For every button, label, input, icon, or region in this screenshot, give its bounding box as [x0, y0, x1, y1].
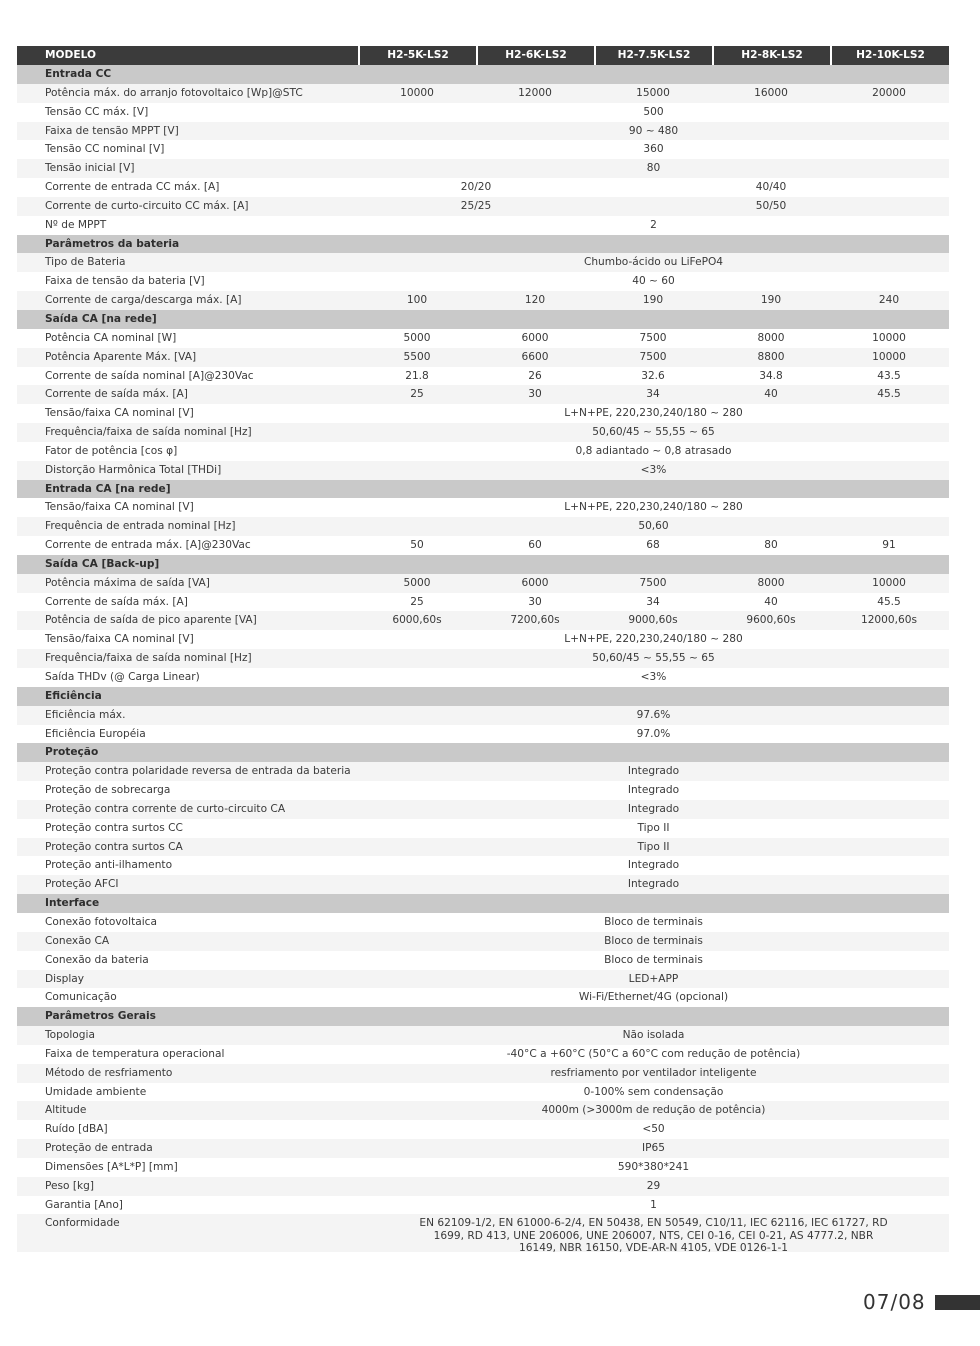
- table-row: [17, 498, 949, 517]
- row-label: Corrente de curto-circuito CC máx. [A]: [45, 199, 249, 212]
- table-row: [17, 348, 949, 367]
- header-model: H2-8K-LS2: [712, 46, 830, 65]
- table-row: [17, 781, 949, 800]
- row-value: 80: [764, 539, 778, 552]
- row-values: [358, 404, 949, 423]
- row-values: [358, 122, 949, 141]
- row-label: Proteção de entrada: [45, 1142, 153, 1155]
- row-label: Corrente de entrada máx. [A]@230Vac: [45, 539, 251, 552]
- row-value: 100: [406, 294, 428, 307]
- section-title: Parâmetros da bateria: [45, 237, 180, 250]
- table-row: [17, 329, 949, 348]
- row-value: 50,60: [638, 520, 669, 533]
- row-value: 25: [410, 388, 424, 401]
- table-row: [17, 1177, 949, 1196]
- row-values: [358, 1101, 949, 1120]
- section-title: Parâmetros Gerais: [45, 1010, 156, 1023]
- row-label: Frequência/faixa de saída nominal [Hz]: [45, 426, 252, 439]
- table-row: [17, 819, 949, 838]
- header-models: [358, 46, 949, 65]
- row-value: 0,8 adiantado ~ 0,8 atrasado: [575, 444, 732, 457]
- row-value: 34.8: [759, 369, 783, 382]
- row-value: 20/20: [460, 181, 492, 194]
- table-row: [17, 706, 949, 725]
- row-values: [358, 367, 949, 386]
- row-value: 590*380*241: [617, 1160, 690, 1173]
- spec-table: [17, 46, 949, 1255]
- table-row: [17, 197, 949, 216]
- row-value: 68: [646, 539, 660, 552]
- row-label: Potência de saída de pico aparente [VA]: [45, 614, 257, 627]
- row-label: Faixa de tensão da bateria [V]: [45, 275, 205, 288]
- row-value: 97.6%: [636, 708, 671, 721]
- row-values: [358, 1196, 949, 1215]
- table-row: [17, 1214, 949, 1255]
- row-values: [358, 781, 949, 800]
- row-values: [358, 385, 949, 404]
- row-value: 30: [528, 595, 542, 608]
- table-row: [17, 103, 949, 122]
- row-label: Proteção contra surtos CA: [45, 840, 183, 853]
- row-value: 190: [760, 294, 782, 307]
- section-fill: [358, 65, 949, 84]
- row-value: 16000: [754, 86, 788, 99]
- row-value: 360: [643, 143, 664, 156]
- row-label: Corrente de saída máx. [A]: [45, 388, 188, 401]
- row-values: [358, 630, 949, 649]
- row-values: [358, 140, 949, 159]
- row-value: Chumbo-ácido ou LiFePO4: [583, 256, 724, 269]
- table-row: [17, 800, 949, 819]
- row-label: Topologia: [45, 1029, 95, 1042]
- row-label: Proteção contra corrente de curto-circuito CA: [45, 802, 286, 815]
- section-fill: [358, 894, 949, 913]
- row-value: 7500: [639, 576, 667, 589]
- row-value: 4000m (>3000m de redução de potência): [541, 1104, 766, 1117]
- row-value: 50: [410, 539, 424, 552]
- row-value: 190: [642, 294, 664, 307]
- row-value: 40/40: [755, 181, 787, 194]
- table-row: [17, 84, 949, 103]
- row-label: Potência máx. do arranjo fotovoltaico [Wp]@STC: [45, 86, 303, 99]
- row-value: <50: [642, 1123, 665, 1136]
- row-label: Corrente de carga/descarga máx. [A]: [45, 294, 242, 307]
- row-value: resfriamento por ventilador inteligente: [550, 1066, 757, 1079]
- row-label: Umidade ambiente: [45, 1085, 147, 1098]
- row-values: [358, 329, 949, 348]
- section-title: Entrada CC: [45, 68, 112, 80]
- row-value: 40: [764, 388, 778, 401]
- table-row: [17, 574, 949, 593]
- section-title: Eficiência: [45, 689, 102, 702]
- row-value: 45.5: [877, 388, 901, 401]
- row-values: [358, 649, 949, 668]
- row-label: Proteção de sobrecarga: [45, 784, 171, 797]
- row-value: <3%: [640, 671, 667, 683]
- row-value: 30: [528, 388, 542, 401]
- row-label: Nº de MPPT: [45, 218, 107, 231]
- row-value: 60: [528, 539, 542, 552]
- row-value: Integrado: [627, 765, 680, 778]
- row-value: Bloco de terminais: [604, 934, 703, 947]
- row-label: Conformidade: [45, 1217, 120, 1230]
- row-value: 5000: [403, 576, 431, 589]
- row-value: 2: [650, 218, 657, 231]
- table-row: [17, 1083, 949, 1102]
- row-value: 8000: [757, 576, 785, 589]
- table-row: [17, 1158, 949, 1177]
- row-label: Tipo de Bateria: [45, 256, 126, 269]
- row-value: 1: [650, 1198, 657, 1211]
- row-label: Ruído [dBA]: [45, 1123, 108, 1136]
- row-label: Comunicação: [45, 991, 117, 1004]
- row-value: 9600,60s: [746, 614, 796, 627]
- row-label: Garantia [Ano]: [45, 1198, 123, 1211]
- row-label: Peso [kg]: [45, 1179, 95, 1192]
- row-label: Conexão da bateria: [45, 953, 149, 966]
- table-row: [17, 1026, 949, 1045]
- table-row: [17, 856, 949, 875]
- row-value: 90 ~ 480: [628, 124, 679, 137]
- table-row: [17, 423, 949, 442]
- row-label: Dimensões [A*L*P] [mm]: [45, 1160, 178, 1173]
- table-row: [17, 442, 949, 461]
- row-values: [358, 1083, 949, 1102]
- row-values: [358, 762, 949, 781]
- row-values: [358, 988, 949, 1007]
- section-fill: [358, 743, 949, 762]
- section-fill: [358, 480, 949, 499]
- row-values: [358, 1045, 949, 1064]
- table-row: [17, 140, 949, 159]
- row-value: 120: [524, 294, 546, 307]
- header-model: H2-10K-LS2: [830, 46, 949, 65]
- row-label: Frequência/faixa de saída nominal [Hz]: [45, 652, 252, 665]
- section-title: Interface: [45, 897, 100, 910]
- row-values: [358, 536, 949, 555]
- row-label: Faixa de temperatura operacional: [45, 1047, 225, 1060]
- row-values: [358, 932, 949, 951]
- row-values: [358, 178, 949, 197]
- table-row: [17, 875, 949, 894]
- row-value: 34: [646, 595, 660, 608]
- row-values: [358, 216, 949, 235]
- row-label: Proteção AFCI: [45, 878, 119, 891]
- row-value: 97.0%: [636, 727, 671, 740]
- row-value: Integrado: [627, 784, 680, 797]
- row-value: 5000: [403, 331, 431, 344]
- row-label: Proteção contra surtos CC: [45, 821, 183, 834]
- row-value: Bloco de terminais: [604, 915, 703, 928]
- row-value: 7500: [639, 331, 667, 344]
- row-label: Frequência de entrada nominal [Hz]: [45, 520, 236, 533]
- row-values: [358, 272, 949, 291]
- table-row: [17, 838, 949, 857]
- section-header: [17, 235, 949, 254]
- row-label: Corrente de entrada CC máx. [A]: [45, 181, 220, 194]
- table-row: [17, 630, 949, 649]
- row-value: 40 ~ 60: [632, 275, 675, 288]
- row-label: Potência CA nominal [W]: [45, 331, 177, 344]
- table-row: [17, 1101, 949, 1120]
- row-values: [358, 951, 949, 970]
- table-row: [17, 1045, 949, 1064]
- row-value: -40°C a +60°C (50°C a 60°C com redução de potência): [506, 1047, 801, 1060]
- row-value: Tipo II: [637, 821, 670, 834]
- row-value: 50/50: [755, 199, 787, 212]
- table-row: [17, 1120, 949, 1139]
- row-value: 43.5: [877, 369, 901, 382]
- row-value: 26: [528, 369, 542, 382]
- row-value: Não isolada: [622, 1029, 685, 1042]
- row-values: [358, 875, 949, 894]
- row-values: [358, 159, 949, 178]
- row-values: [358, 1158, 949, 1177]
- footer-bar: [935, 1295, 980, 1310]
- table-row: [17, 951, 949, 970]
- row-values: [358, 103, 949, 122]
- page-number: 07/08: [863, 1290, 926, 1314]
- row-value: 10000: [400, 86, 434, 99]
- row-value: 10000: [872, 331, 906, 344]
- row-label: Tensão CC máx. [V]: [45, 105, 149, 118]
- row-values: [358, 1177, 949, 1196]
- row-value: L+N+PE, 220,230,240/180 ~ 280: [564, 501, 743, 514]
- row-values: [358, 442, 949, 461]
- row-value: 12000: [518, 86, 552, 99]
- row-value: 21.8: [405, 369, 429, 382]
- row-label: Proteção contra polaridade reversa de entrada da bateria: [45, 765, 351, 778]
- row-values: [358, 84, 949, 103]
- row-label: Tensão CC nominal [V]: [45, 143, 165, 156]
- section-title: Saída CA [Back-up]: [45, 557, 160, 570]
- table-row: [17, 159, 949, 178]
- table-row: [17, 461, 949, 480]
- row-label: Eficiência máx.: [45, 708, 126, 721]
- row-label: Conexão CA: [45, 934, 110, 947]
- row-label: Saída THDv (@ Carga Linear): [45, 671, 200, 683]
- table-row: [17, 253, 949, 272]
- row-label: Fator de potência [cos φ]: [45, 444, 178, 457]
- row-values: [358, 706, 949, 725]
- row-value: 29: [646, 1179, 661, 1192]
- row-value: 40: [764, 595, 778, 608]
- row-value: 500: [643, 105, 664, 118]
- table-row: [17, 970, 949, 989]
- section-title: Saída CA [na rede]: [45, 312, 157, 325]
- table-row: [17, 725, 949, 744]
- row-value: 80: [646, 162, 661, 175]
- row-label: Corrente de saída máx. [A]: [45, 595, 188, 608]
- row-value: Integrado: [627, 802, 680, 815]
- header-model: H2-7.5K-LS2: [594, 46, 712, 65]
- section-title: Entrada CA [na rede]: [45, 482, 171, 495]
- table-row: [17, 593, 949, 612]
- row-label: Tensão/faixa CA nominal [V]: [45, 501, 194, 514]
- row-values: [358, 348, 949, 367]
- section-header: [17, 687, 949, 706]
- row-label: Método de resfriamento: [45, 1066, 173, 1079]
- row-value: 50,60/45 ~ 55,55 ~ 65: [592, 426, 715, 439]
- row-values: [358, 856, 949, 875]
- table-row: [17, 122, 949, 141]
- row-value: LED+APP: [628, 972, 679, 985]
- row-value: 15000: [636, 86, 670, 99]
- row-values: [358, 838, 949, 857]
- row-label: Eficiência Européia: [45, 727, 146, 740]
- table-row: [17, 1196, 949, 1215]
- header-model: H2-6K-LS2: [476, 46, 594, 65]
- table-row: [17, 1064, 949, 1083]
- section-header: [17, 555, 949, 574]
- row-value: 0-100% sem condensação: [583, 1085, 724, 1098]
- row-label: Potência máxima de saída [VA]: [45, 576, 210, 589]
- table-row: [17, 988, 949, 1007]
- section-fill: [358, 235, 949, 254]
- section-fill: [358, 1007, 949, 1026]
- row-value: 6000: [521, 576, 549, 589]
- row-value: 25: [410, 595, 424, 608]
- row-values: [358, 1064, 949, 1083]
- section-header: [17, 65, 949, 84]
- row-value: 50,60/45 ~ 55,55 ~ 65: [592, 652, 715, 665]
- row-value: 8000: [757, 331, 785, 344]
- row-values: [358, 423, 949, 442]
- row-values: [358, 574, 949, 593]
- row-value: <3%: [640, 463, 667, 476]
- row-values: [358, 970, 949, 989]
- row-value: 7500: [639, 350, 667, 363]
- row-values: [358, 593, 949, 612]
- section-header: [17, 1007, 949, 1026]
- row-value: 10000: [872, 576, 906, 589]
- header-label: MODELO: [45, 49, 96, 61]
- row-values: [358, 1026, 949, 1045]
- row-values: [358, 253, 949, 272]
- row-value: 8800: [757, 350, 785, 363]
- section-fill: [358, 687, 949, 706]
- row-value: 240: [878, 294, 900, 307]
- row-label: Conexão fotovoltaica: [45, 915, 157, 928]
- section-fill: [358, 310, 949, 329]
- row-values: [358, 819, 949, 838]
- row-values: [358, 1214, 949, 1255]
- row-values: [358, 461, 949, 480]
- row-value: 20000: [872, 86, 906, 99]
- table-row: [17, 932, 949, 951]
- section-title: Proteção: [45, 746, 99, 759]
- section-header: [17, 480, 949, 499]
- row-label: Potência Aparente Máx. [VA]: [45, 350, 197, 363]
- row-values: [358, 1139, 949, 1158]
- row-value: L+N+PE, 220,230,240/180 ~ 280: [564, 407, 743, 420]
- row-label: Faixa de tensão MPPT [V]: [45, 124, 179, 137]
- table-row: [17, 385, 949, 404]
- row-value: Integrado: [627, 859, 680, 872]
- section-header: [17, 743, 949, 762]
- table-row: [17, 216, 949, 235]
- row-label: Tensão/faixa CA nominal [V]: [45, 407, 194, 420]
- section-fill: [358, 555, 949, 574]
- row-value: EN 62109-1/2, EN 61000-6-2/4, EN 50438, EN 50549, C10/11, IEC 62116, IEC 61727, RD 1699, RD 413, UNE 206006, UNE 206007, NTS, CEI 0-16, CEI 0-21, AS 4777.2, NBR 16149, NBR 16150, VDE-AR-N 4105, VDE 0126-1-1: [419, 1217, 888, 1255]
- row-value: 45.5: [877, 595, 901, 608]
- row-value: 12000,60s: [860, 614, 918, 627]
- row-value: 7200,60s: [510, 614, 560, 627]
- table-row: [17, 536, 949, 555]
- row-value: 10000: [872, 350, 906, 363]
- table-row: [17, 272, 949, 291]
- table-row: [17, 762, 949, 781]
- row-values: [358, 668, 949, 687]
- table-row: [17, 178, 949, 197]
- row-value: 6000: [521, 331, 549, 344]
- table-header: [17, 46, 949, 65]
- row-value: Tipo II: [637, 840, 670, 853]
- row-values: [358, 291, 949, 310]
- row-value: 32.6: [641, 369, 665, 382]
- row-value: 34: [646, 388, 660, 401]
- row-values: [358, 1120, 949, 1139]
- row-value: 5500: [403, 350, 431, 363]
- row-values: [358, 913, 949, 932]
- section-header: [17, 894, 949, 913]
- row-values: [358, 800, 949, 819]
- row-label: Altitude: [45, 1104, 87, 1117]
- table-row: [17, 649, 949, 668]
- row-label: Tensão/faixa CA nominal [V]: [45, 633, 194, 646]
- row-value: Integrado: [627, 878, 680, 891]
- row-value: L+N+PE, 220,230,240/180 ~ 280: [564, 633, 743, 646]
- row-value: 6600: [521, 350, 549, 363]
- table-row: [17, 668, 949, 687]
- row-values: [358, 498, 949, 517]
- row-values: [358, 611, 949, 630]
- row-values: [358, 197, 949, 216]
- row-value: Wi-Fi/Ethernet/4G (opcional): [578, 991, 729, 1004]
- row-value: 6000,60s: [392, 614, 442, 627]
- table-row: [17, 1139, 949, 1158]
- table-row: [17, 913, 949, 932]
- row-value: 25/25: [460, 199, 492, 212]
- row-value: 91: [882, 539, 896, 552]
- table-row: [17, 517, 949, 536]
- table-row: [17, 367, 949, 386]
- section-header: [17, 310, 949, 329]
- row-label: Distorção Harmônica Total [THDi]: [45, 463, 222, 476]
- row-values: [358, 517, 949, 536]
- row-value: Bloco de terminais: [604, 953, 703, 966]
- row-values: [358, 725, 949, 744]
- table-row: [17, 611, 949, 630]
- header-model: H2-5K-LS2: [358, 46, 476, 65]
- table-row: [17, 291, 949, 310]
- table-row: [17, 404, 949, 423]
- row-value: 9000,60s: [628, 614, 678, 627]
- row-label: Tensão inicial [V]: [45, 162, 135, 175]
- row-label: Corrente de saída nominal [A]@230Vac: [45, 369, 254, 382]
- row-label: Display: [45, 972, 85, 985]
- row-value: IP65: [642, 1142, 665, 1155]
- row-label: Proteção anti-ilhamento: [45, 859, 173, 872]
